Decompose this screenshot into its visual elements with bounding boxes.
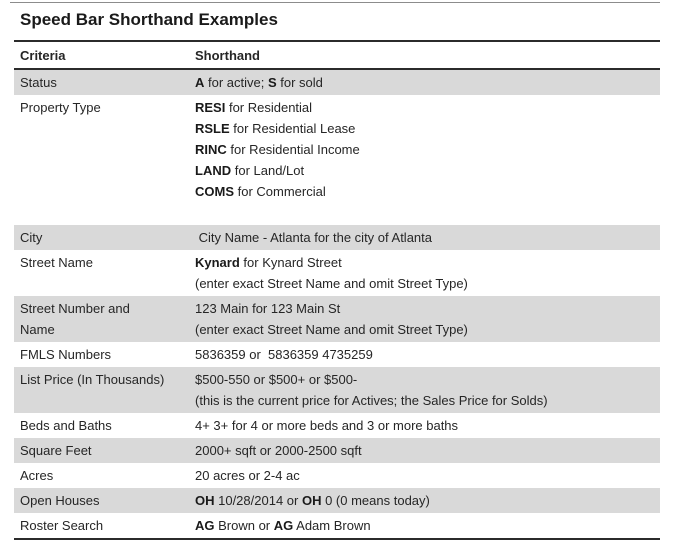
shorthand-cell (195, 515, 660, 536)
shorthand-line: 20 acres or 2-4 ac (195, 468, 300, 483)
shorthand-line: City Name - Atlanta for the city of Atlanta (195, 230, 432, 245)
shorthand-line: (this is the current price for Actives; the Sales Price for Solds) (195, 393, 548, 408)
criteria-cell (14, 515, 195, 536)
criteria-line: Street Name (20, 255, 93, 270)
shorthand-cell (195, 465, 660, 486)
criteria-cell (14, 344, 195, 365)
shorthand-cell (195, 298, 660, 340)
table-row (14, 438, 660, 463)
shorthand-line: 123 Main for 123 Main St (195, 301, 341, 316)
criteria-line: Open Houses (20, 493, 100, 508)
shorthand-line (195, 202, 660, 223)
shorthand-cell (195, 72, 660, 93)
table-row (14, 513, 660, 538)
table-row (14, 70, 660, 95)
shorthand-line: LAND for Land/Lot (195, 163, 305, 178)
table-row (14, 413, 660, 438)
shorthand-cell (195, 344, 660, 365)
table-row (14, 250, 660, 296)
table-row (14, 95, 660, 225)
criteria-cell (14, 227, 195, 248)
table-row (14, 367, 660, 413)
shorthand-line: $500-550 or $500+ or $500- (195, 372, 358, 387)
top-rule (10, 2, 660, 3)
table-row (14, 488, 660, 513)
criteria-line: Street Number and (20, 301, 130, 316)
shorthand-cell (195, 440, 660, 461)
shorthand-line: RESI for Residential (195, 100, 313, 115)
criteria-cell (14, 490, 195, 511)
page-title: Speed Bar Shorthand Examples (20, 10, 278, 29)
shorthand-cell (195, 97, 660, 223)
table-row (14, 342, 660, 367)
criteria-cell (14, 465, 195, 486)
table-row (14, 463, 660, 488)
criteria-cell (14, 97, 195, 223)
criteria-line: Name (20, 322, 55, 337)
shorthand-line: OH 10/28/2014 or OH 0 (0 means today) (195, 493, 430, 508)
shorthand-cell (195, 490, 660, 511)
table-header-row (14, 42, 660, 70)
shorthand-line: A for active; S for sold (195, 75, 323, 90)
criteria-cell (14, 369, 195, 411)
shorthand-line: 2000+ sqft or 2000-2500 sqft (195, 443, 362, 458)
column-header-criteria: Criteria (20, 48, 66, 63)
shorthand-line: COMS for Commercial (195, 184, 326, 199)
criteria-line: Property Type (20, 100, 101, 115)
shorthand-table (14, 42, 660, 540)
criteria-line: Acres (20, 468, 54, 483)
criteria-line: City (20, 230, 43, 245)
shorthand-cell (195, 369, 660, 411)
shorthand-line: (enter exact Street Name and omit Street Type) (195, 322, 468, 337)
criteria-line: Beds and Baths (20, 418, 112, 433)
column-header-shorthand: Shorthand (195, 48, 260, 63)
criteria-line: FMLS Numbers (20, 347, 112, 362)
shorthand-line: 5836359 or 5836359 4735259 (195, 347, 373, 362)
shorthand-line: 4+ 3+ for 4 or more beds and 3 or more baths (195, 418, 459, 433)
criteria-cell (14, 252, 195, 294)
shorthand-line: RSLE for Residential Lease (195, 121, 356, 136)
shorthand-line: AG Brown or AG Adam Brown (195, 518, 371, 533)
shorthand-line: RINC for Residential Income (195, 142, 360, 157)
criteria-line: Roster Search (20, 518, 104, 533)
criteria-cell (14, 415, 195, 436)
shorthand-line: Kynard for Kynard Street (195, 255, 342, 270)
shorthand-cell (195, 252, 660, 294)
table-row (14, 296, 660, 342)
shorthand-line: (enter exact Street Name and omit Street Type) (195, 276, 468, 291)
shorthand-cell (195, 227, 660, 248)
table-body (14, 70, 660, 538)
criteria-cell (14, 72, 195, 93)
criteria-cell (14, 298, 195, 340)
criteria-line: List Price (In Thousands) (20, 372, 165, 387)
criteria-cell (14, 440, 195, 461)
criteria-line: Status (20, 75, 57, 90)
criteria-line: Square Feet (20, 443, 92, 458)
shorthand-cell (195, 415, 660, 436)
table-row (14, 225, 660, 250)
